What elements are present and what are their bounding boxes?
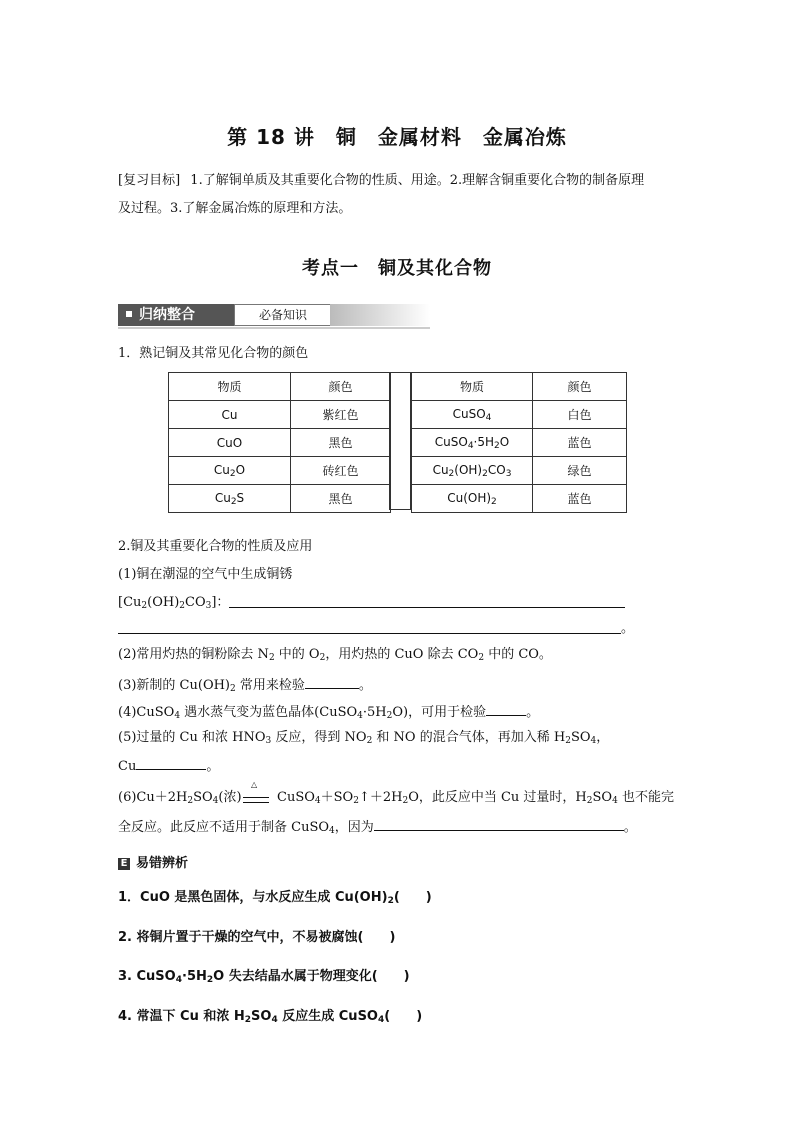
item2-heading: 2.铜及其重要化合物的性质及应用	[118, 539, 313, 554]
color-cell: 紫红色	[291, 401, 391, 429]
table-row	[412, 457, 627, 485]
review-goals-text1: 1.了解铜单质及其重要化合物的性质、用途。2.理解含铜重要化合物的制备原理	[190, 173, 645, 188]
answer-line[interactable]	[229, 607, 625, 608]
paragraph-5-line1: (5)过量的 Cu 和浓 $HNO_3$ 反应，得到 $NO_2$ 和 NO 的混合气体，再加入稀 $H_2SO_4$，	[118, 730, 610, 746]
error-analysis-icon: E	[118, 858, 130, 870]
patina-formula: $[Cu_2(OH)_2CO_3]$：	[118, 595, 230, 611]
paragraph-4: (4)CuSO$_4$ 遇水蒸气变为蓝色晶体$(CuSO_4\cdot 5H_2O)$，可用于检验 。	[118, 701, 539, 725]
paragraph-3: (3)新制的 $Cu(OH)_2$ 常用来检验 。	[118, 674, 372, 698]
table-row	[412, 429, 627, 457]
answer-blank[interactable]	[374, 816, 624, 831]
paragraph-6-products: $CuSO_4+SO_2↑+2H_2O$，此反应中当 Cu 过量时，$H_2SO_4$ 也不能完	[277, 790, 674, 806]
table-row	[412, 485, 627, 513]
period: 。	[621, 621, 635, 636]
answer-blank[interactable]	[305, 674, 359, 689]
substance-cell: CuSO$_4$	[412, 401, 533, 429]
heat-symbol: △	[251, 780, 258, 789]
paragraph-6-line2: 全反应。此反应不适用于制备 CuSO$_4$，因为 。	[118, 816, 637, 840]
color-cell: 黑色	[291, 485, 391, 513]
paragraph-2: (2)常用灼热的铜粉除去 $N_2$ 中的 $O_2$，用灼热的 CuO 除去 $CO_2$ 中的 CO。	[118, 647, 552, 663]
paragraph-6-reactants: $(6)Cu+2H_2SO_4$(浓)	[118, 790, 242, 806]
review-goals-line1	[118, 172, 644, 190]
table-row	[169, 485, 391, 513]
answer-blank[interactable]	[486, 701, 526, 716]
page-title: 第 18 讲 铜 金属材料 金属冶炼	[227, 125, 567, 149]
section-banner	[118, 304, 430, 326]
table-row	[169, 401, 391, 429]
color-cell: 白色	[533, 401, 627, 429]
equals-sign	[243, 797, 269, 803]
color-cell: 蓝色	[533, 429, 627, 457]
table-header: 颜色	[291, 373, 391, 401]
errors-heading: E 易错辨析	[118, 852, 188, 871]
review-goals-tag: [复习目标]	[118, 173, 181, 188]
color-table-right	[411, 372, 627, 513]
review-goals-line2: 及过程。3.了解金属冶炼的原理和方法。	[118, 201, 352, 216]
banner-main: 归纳整合	[118, 304, 234, 326]
substance-cell: $Cu_2S$	[169, 485, 291, 513]
color-cell: 绿色	[533, 457, 627, 485]
error-item-4: 4. 常温下 Cu 和浓 $H_2SO_4$ 反应生成 CuSO$_4$( )	[118, 1009, 423, 1025]
substance-cell: $Cu(OH)_2$	[412, 485, 533, 513]
paragraph-1: (1)铜在潮湿的空气中生成铜锈	[118, 567, 293, 582]
substance-cell: $Cu_2O$	[169, 457, 291, 485]
table-header: 颜色	[533, 373, 627, 401]
error-item-2: 2. 将铜片置于干燥的空气中，不易被腐蚀( )	[118, 930, 396, 945]
square-icon	[126, 311, 132, 317]
substance-cell: $Cu_2(OH)_2CO_3$	[412, 457, 533, 485]
error-item-3: 3. $CuSO_4\cdot 5H_2O$ 失去结晶水属于物理变化( )	[118, 969, 410, 985]
color-cell: 黑色	[291, 429, 391, 457]
error-item-1: 1．CuO 是黑色固体，与水反应生成 $Cu(OH)_2$( )	[118, 890, 432, 906]
table-header: 物质	[169, 373, 291, 401]
banner-sub: 必备知识	[234, 304, 332, 326]
color-cell: 蓝色	[533, 485, 627, 513]
color-cell: 砖红色	[291, 457, 391, 485]
substance-cell: $CuSO_4\cdot 5H_2O$	[412, 429, 533, 457]
paragraph-5-line2: Cu 。	[118, 755, 219, 776]
table-row	[169, 457, 391, 485]
table-row	[412, 401, 627, 429]
substance-cell: CuO	[169, 429, 291, 457]
answer-blank[interactable]	[136, 755, 206, 770]
answer-line[interactable]	[118, 633, 621, 634]
table-row	[169, 429, 391, 457]
substance-cell: Cu	[169, 401, 291, 429]
color-table-left	[168, 372, 391, 513]
table-gap	[389, 372, 411, 510]
section-title: 考点一 铜及其化合物	[302, 258, 492, 279]
table-header: 物质	[412, 373, 533, 401]
item1-heading: 1．熟记铜及其常见化合物的颜色	[118, 346, 309, 361]
